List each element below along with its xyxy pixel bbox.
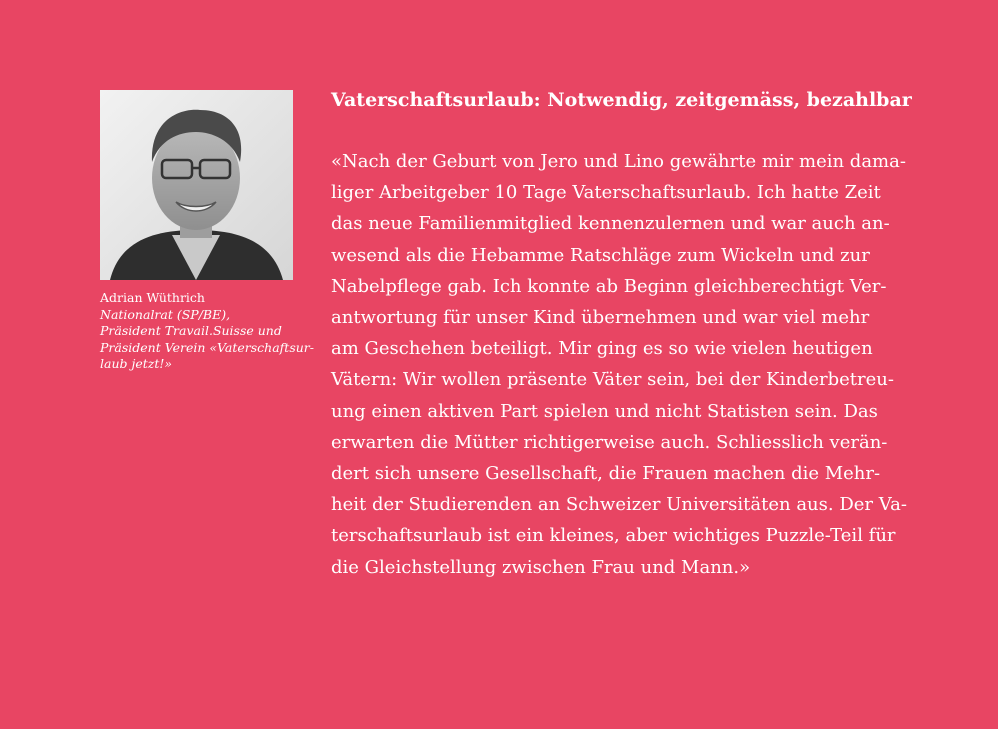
quote-line: dert sich unsere Gesellschaft, die Frauen machen die Mehr- [331, 463, 881, 485]
quote-line: die Gleichstellung zwischen Frau und Mann.» [331, 556, 751, 578]
quote-line: Vätern: Wir wollen präsente Väter sein, bei der Kinderbetreu- [331, 369, 894, 391]
person-role: Nationalrat (SP/BE), Präsident Travail.Suisse und Präsident Verein «Vaterschaftsur- laub jetzt!» [100, 306, 314, 371]
quote-line: am Geschehen beteiligt. Mir ging es so wie vielen heutigen [331, 338, 873, 360]
quote-line: «Nach der Geburt von Jero und Lino gewährte mir mein dama- [331, 151, 906, 172]
photo-caption [100, 290, 320, 373]
portrait-photo-icon [100, 90, 293, 280]
quote-line: Nabelpflege gab. Ich konnte ab Beginn gleichberechtigt Ver- [331, 275, 887, 297]
portrait-photo [100, 90, 293, 280]
quote-line: liger Arbeitgeber 10 Tage Vaterschaftsurlaub. Ich hatte Zeit [331, 182, 881, 204]
person-name: Adrian Wüthrich [100, 290, 205, 305]
article-quote [331, 146, 907, 583]
quote-line: wesend als die Hebamme Ratschläge zum Wickeln und zur [331, 244, 870, 266]
quote-line: heit der Studierenden an Schweizer Universitäten aus. Der Va- [331, 494, 907, 516]
quote-line: ung einen aktiven Part spielen und nicht Statisten sein. Das [331, 400, 878, 422]
quote-line: antwortung für unser Kind übernehmen und war viel mehr [331, 307, 870, 329]
quote-line: terschaftsurlaub ist ein kleines, aber wichtiges Puzzle-Teil für [331, 525, 896, 547]
quote-line: das neue Familienmitglied kennenzulernen und war auch an- [331, 213, 890, 235]
quote-line: erwarten die Mütter richtigerweise auch. Schliesslich verän- [331, 431, 888, 453]
article-title: Vaterschaftsurlaub: Notwendig, zeitgemäss, bezahlbar [331, 89, 912, 111]
